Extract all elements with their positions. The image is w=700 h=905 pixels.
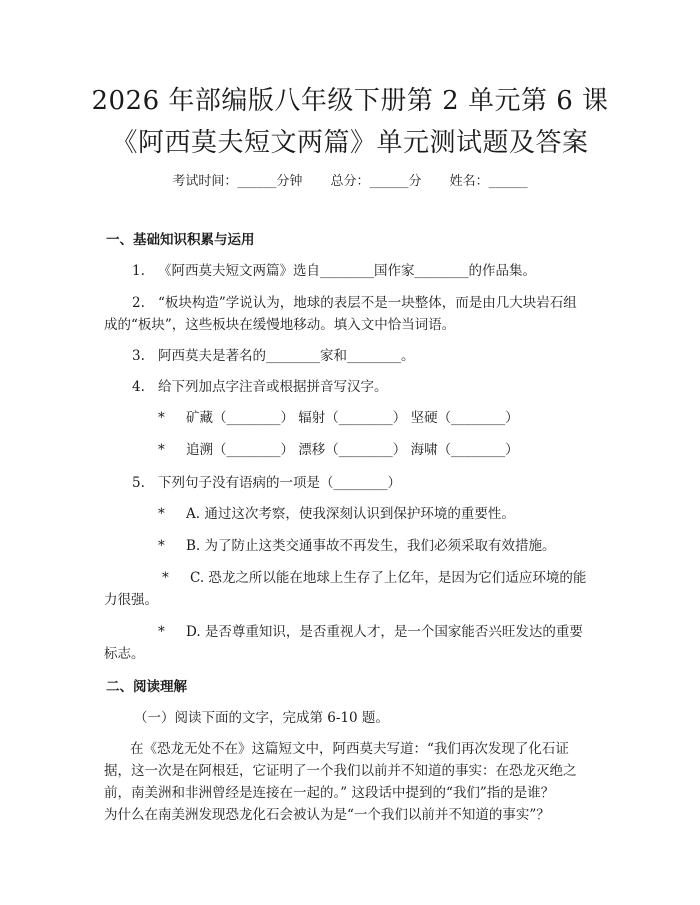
option-c-continued: 力很强。 [104,592,158,608]
question-text: 下列句子没有语病的一项是（________） [158,475,401,491]
bullet-icon: * [158,506,165,522]
question-5 [132,473,401,493]
question-3 [132,346,415,366]
option-text: D. 是否尊重知识，是否重视人才，是一个国家能否兴旺发达的重要 [186,624,583,640]
document-title-line2: 《阿西莫夫短文两篇》单元测试题及答案 [111,128,589,158]
document-title-line1: 2026 年部编版八年级下册第 2 单元第 6 课 [91,86,609,116]
question-text: 给下列加点字注音或根据拼音写汉字。 [158,379,388,395]
option-text: C. 恐龙之所以能在地球上生存了上亿年，是因为它们适应环境的能 [190,570,587,586]
question-number: 5. [132,475,145,491]
option-b [158,536,556,556]
reading-instruction: （一）阅读下面的文字，完成第 6-10 题。 [134,710,389,726]
section1-heading: 一、基础知识积累与运用 [106,232,255,248]
exam-score: 总分：______分 [330,174,422,189]
option-text: A. 通过这次考察，使我深刻认识到保护环境的重要性。 [186,506,515,522]
option-text: B. 为了防止这类交通事故不再发生，我们必须采取有效措施。 [186,538,556,554]
passage-line-4: 为什么在南美洲发现恐龙化石会被认为是“一个我们以前并不知道的事实”？ [104,807,550,823]
exam-info [0,170,700,189]
exam-name: 姓名：______ [449,174,528,189]
option-c [162,568,586,588]
question-4 [132,377,388,397]
question-2 [132,293,577,313]
question-1 [132,261,536,281]
question-number: 3. [132,348,145,364]
passage-line-2: 据，这一次是在阿根廷，它证明了一个我们以前并不知道的事实：在恐龙灭绝之 [104,763,577,779]
section2-heading: 二、阅读理解 [106,679,187,695]
question-number: 2. [132,295,145,311]
bullet-icon: * [162,570,169,586]
passage-line-3: 前，南美洲和非洲曾经是连接在一起的。” 这段话中提到的“我们”指的是谁？ [104,785,555,801]
bullet-icon: * [158,624,165,640]
bullet-icon: * [158,410,165,426]
question-text: 《阿西莫夫短文两篇》选自________国作家________的作品集。 [158,263,536,279]
question-4-row2 [158,440,519,460]
option-d-continued: 标志。 [104,646,145,662]
option-a [158,504,515,524]
bullet-icon: * [158,538,165,554]
question-text: “板块构造”学说认为，地球的表层不是一块整体，而是由几大块岩石组 [158,295,577,311]
question-2-continued: 成的“板块”，这些板块在缓慢地移动。填入文中恰当词语。 [104,317,456,333]
passage-line-1: 在《恐龙无处不在》这篇短文中，阿西莫夫写道：“我们再次发现了化石证 [130,741,569,757]
question-4-row1 [158,408,519,428]
pinyin-row: 追溯（________） 漂移（________） 海啸（________） [186,442,519,458]
exam-time: 考试时间：______分钟 [172,174,303,189]
question-number: 1. [132,263,145,279]
option-d [158,622,583,642]
bullet-icon: * [158,442,165,458]
pinyin-row: 矿藏（________） 辐射（________） 坚硬（________） [186,410,519,426]
question-text: 阿西莫夫是著名的________家和________。 [158,348,415,364]
question-number: 4. [132,379,145,395]
